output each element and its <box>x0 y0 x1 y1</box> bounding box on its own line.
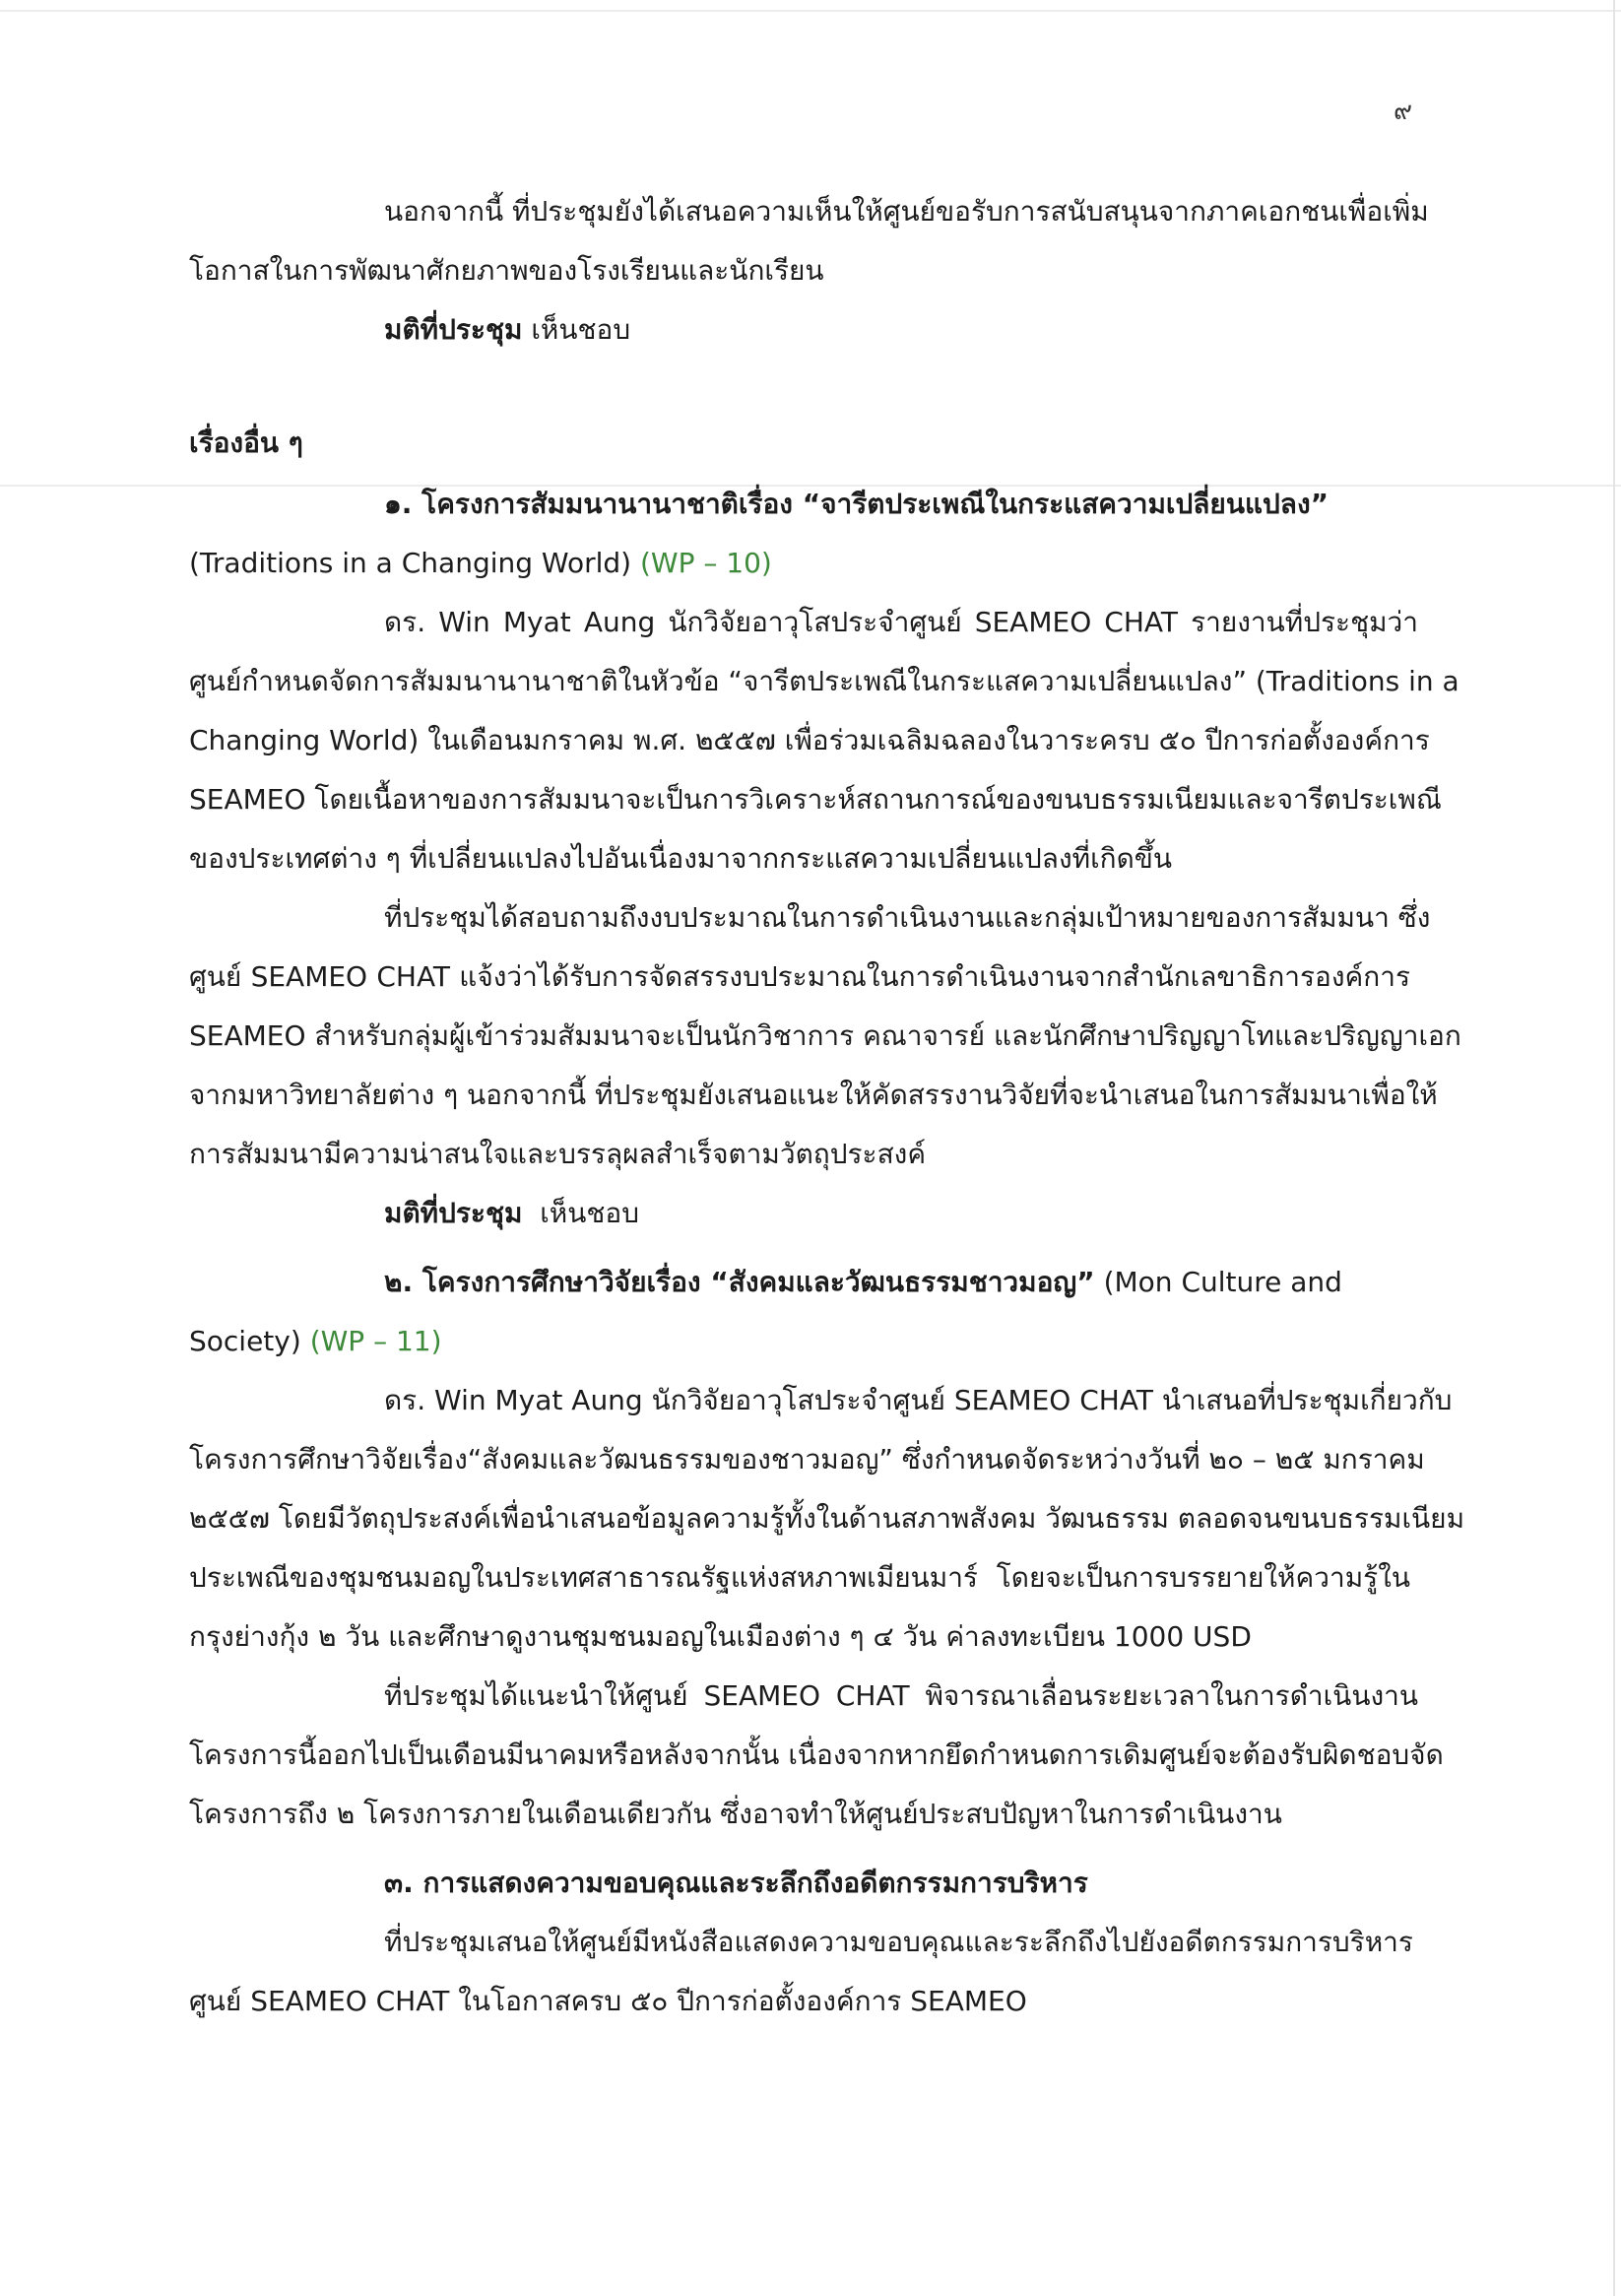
item1-title: ๑. โครงการสัมมนานานาชาติเรื่อง “จารีตประเพณีในกระแสความเปลี่ยนแปลง” <box>384 488 1329 520</box>
item2-wp-code: (WP – 11) <box>309 1325 442 1357</box>
resolution-value: เห็นชอบ <box>531 313 631 346</box>
paragraph-line: โครงการศึกษาวิจัยเรื่อง“สังคมและวัฒนธรรมของชาวมอญ” ซึ่งกำหนดจัดระหว่างวันที่ ๒๐ – ๒๕ มกราคม <box>189 1443 1425 1476</box>
item2-title: ๒. โครงการศึกษาวิจัยเรื่อง “สังคมและวัฒนธรรมชาวมอญ” <box>384 1266 1095 1298</box>
resolution-label: มติที่ประชุม <box>384 1197 523 1229</box>
paragraph-line: โครงการถึง ๒ โครงการภายในเดือนเดียวกัน ซึ่งอาจทำให้ศูนย์ประสบปัญหาในการดำเนินงาน <box>189 1798 1282 1830</box>
page-number: ๙ <box>1394 97 1413 126</box>
paragraph-line: ศูนย์กำหนดจัดการสัมมนานานาชาติในหัวข้อ “จารีตประเพณีในกระแสความเปลี่ยนแปลง” (Traditions in a <box>189 665 1459 697</box>
paragraph-line: ดร. Win Myat Aung นักวิจัยอาวุโสประจำศูนย์ SEAMEO CHAT รายงานที่ประชุมว่า <box>384 606 1418 638</box>
paragraph-line: ดร. Win Myat Aung นักวิจัยอาวุโสประจำศูนย์ SEAMEO CHAT นำเสนอที่ประชุมเกี่ยวกับ <box>384 1384 1453 1416</box>
paragraph-line: SEAMEO สำหรับกลุ่มผู้เข้าร่วมสัมมนาจะเป็นนักวิชาการ คณาจารย์ และนักศึกษาปริญญาโทและปริญญาเอก <box>189 1019 1461 1052</box>
item3-title: ๓. การแสดงความขอบคุณและระลึกถึงอดีตกรรมการบริหาร <box>384 1867 1088 1899</box>
paragraph-line: Changing World) ในเดือนมกราคม พ.ศ. ๒๕๕๗ เพื่อร่วมเฉลิมฉลองในวาระครบ ๕๐ ปีการก่อตั้งองค์การ <box>189 724 1430 756</box>
scan-artifact-line <box>0 10 1621 12</box>
resolution-label: มติที่ประชุม <box>384 313 523 346</box>
paragraph-line: ที่ประชุมได้แนะนำให้ศูนย์ SEAMEO CHAT พิจารณาเลื่อนระยะเวลาในการดำเนินงาน <box>384 1679 1418 1712</box>
paragraph-line: ศูนย์ SEAMEO CHAT แจ้งว่าได้รับการจัดสรรงบประมาณในการดำเนินงานจากสำนักเลขาธิการองค์การ <box>189 960 1410 993</box>
item1-subtitle: (Traditions in a Changing World) <box>189 547 632 579</box>
paragraph-line: การสัมมนามีความน่าสนใจและบรรลุผลสำเร็จตามวัตถุประสงค์ <box>189 1138 927 1170</box>
paragraph-line: กรุงย่างกุ้ง ๒ วัน และศึกษาดูงานชุมชนมอญในเมืองต่าง ๆ ๔ วัน ค่าลงทะเบียน 1000 USD <box>189 1620 1252 1653</box>
paragraph-line: ประเพณีของชุมชนมอญในประเทศสาธารณรัฐแห่งสหภาพเมียนมาร์ โดยจะเป็นการบรรยายให้ความรู้ใน <box>189 1561 1410 1594</box>
paragraph-line: ที่ประชุมเสนอให้ศูนย์มีหนังสือแสดงความขอบคุณและระลึกถึงไปยังอดีตกรรมการบริหาร <box>384 1926 1413 1958</box>
item2-title-en: (Mon Culture and <box>1103 1266 1342 1298</box>
item2-subtitle-line <box>189 1322 442 1361</box>
item2-title-line <box>384 1263 1342 1302</box>
resolution-value: เห็นชอบ <box>540 1197 639 1229</box>
item1-subtitle-line <box>189 544 772 583</box>
intro-line: โอกาสในการพัฒนาศักยภาพของโรงเรียนและนักเรียน <box>189 254 824 287</box>
paragraph-line: ของประเทศต่าง ๆ ที่เปลี่ยนแปลงไปอันเนื่องมาจากกระแสความเปลี่ยนแปลงที่เกิดขึ้น <box>189 842 1173 875</box>
paragraph-line: ๒๕๕๗ โดยมีวัตถุประสงค์เพื่อนำเสนอข้อมูลความรู้ทั้งในด้านสภาพสังคม วัฒนธรรม ตลอดจนขนบธรรมเนียม <box>189 1502 1465 1535</box>
resolution <box>384 1194 639 1233</box>
scan-edge-line <box>1613 0 1615 2296</box>
intro-line: นอกจากนี้ ที่ประชุมยังได้เสนอความเห็นให้ศูนย์ขอรับการสนับสนุนจากภาคเอกชนเพื่อเพิ่ม <box>384 195 1429 228</box>
item1-wp-code: (WP – 10) <box>640 547 772 579</box>
paragraph-line: SEAMEO โดยเนื้อหาของการสัมมนาจะเป็นการวิเคราะห์สถานการณ์ของขนบธรรมเนียมและจารีตประเพณี <box>189 783 1442 816</box>
paragraph-line: โครงการนี้ออกไปเป็นเดือนมีนาคมหรือหลังจากนั้น เนื่องจากหากยึดกำหนดการเดิมศูนย์จะต้องรับผิดชอบจัด <box>189 1738 1444 1771</box>
paragraph-line: ศูนย์ SEAMEO CHAT ในโอกาสครบ ๕๐ ปีการก่อตั้งองค์การ SEAMEO <box>189 1985 1027 2017</box>
section-heading: เรื่องอื่น ๆ <box>189 426 303 459</box>
item2-subtitle: Society) <box>189 1325 301 1357</box>
resolution <box>384 310 630 350</box>
paragraph-line: ที่ประชุมได้สอบถามถึงงบประมาณในการดำเนินงานและกลุ่มเป้าหมายของการสัมมนา ซึ่ง <box>384 901 1431 934</box>
paragraph-line: จากมหาวิทยาลัยต่าง ๆ นอกจากนี้ ที่ประชุมยังเสนอแนะให้คัดสรรงานวิจัยที่จะนำเสนอในการสัมมนาเพื่อให้ <box>189 1079 1438 1111</box>
